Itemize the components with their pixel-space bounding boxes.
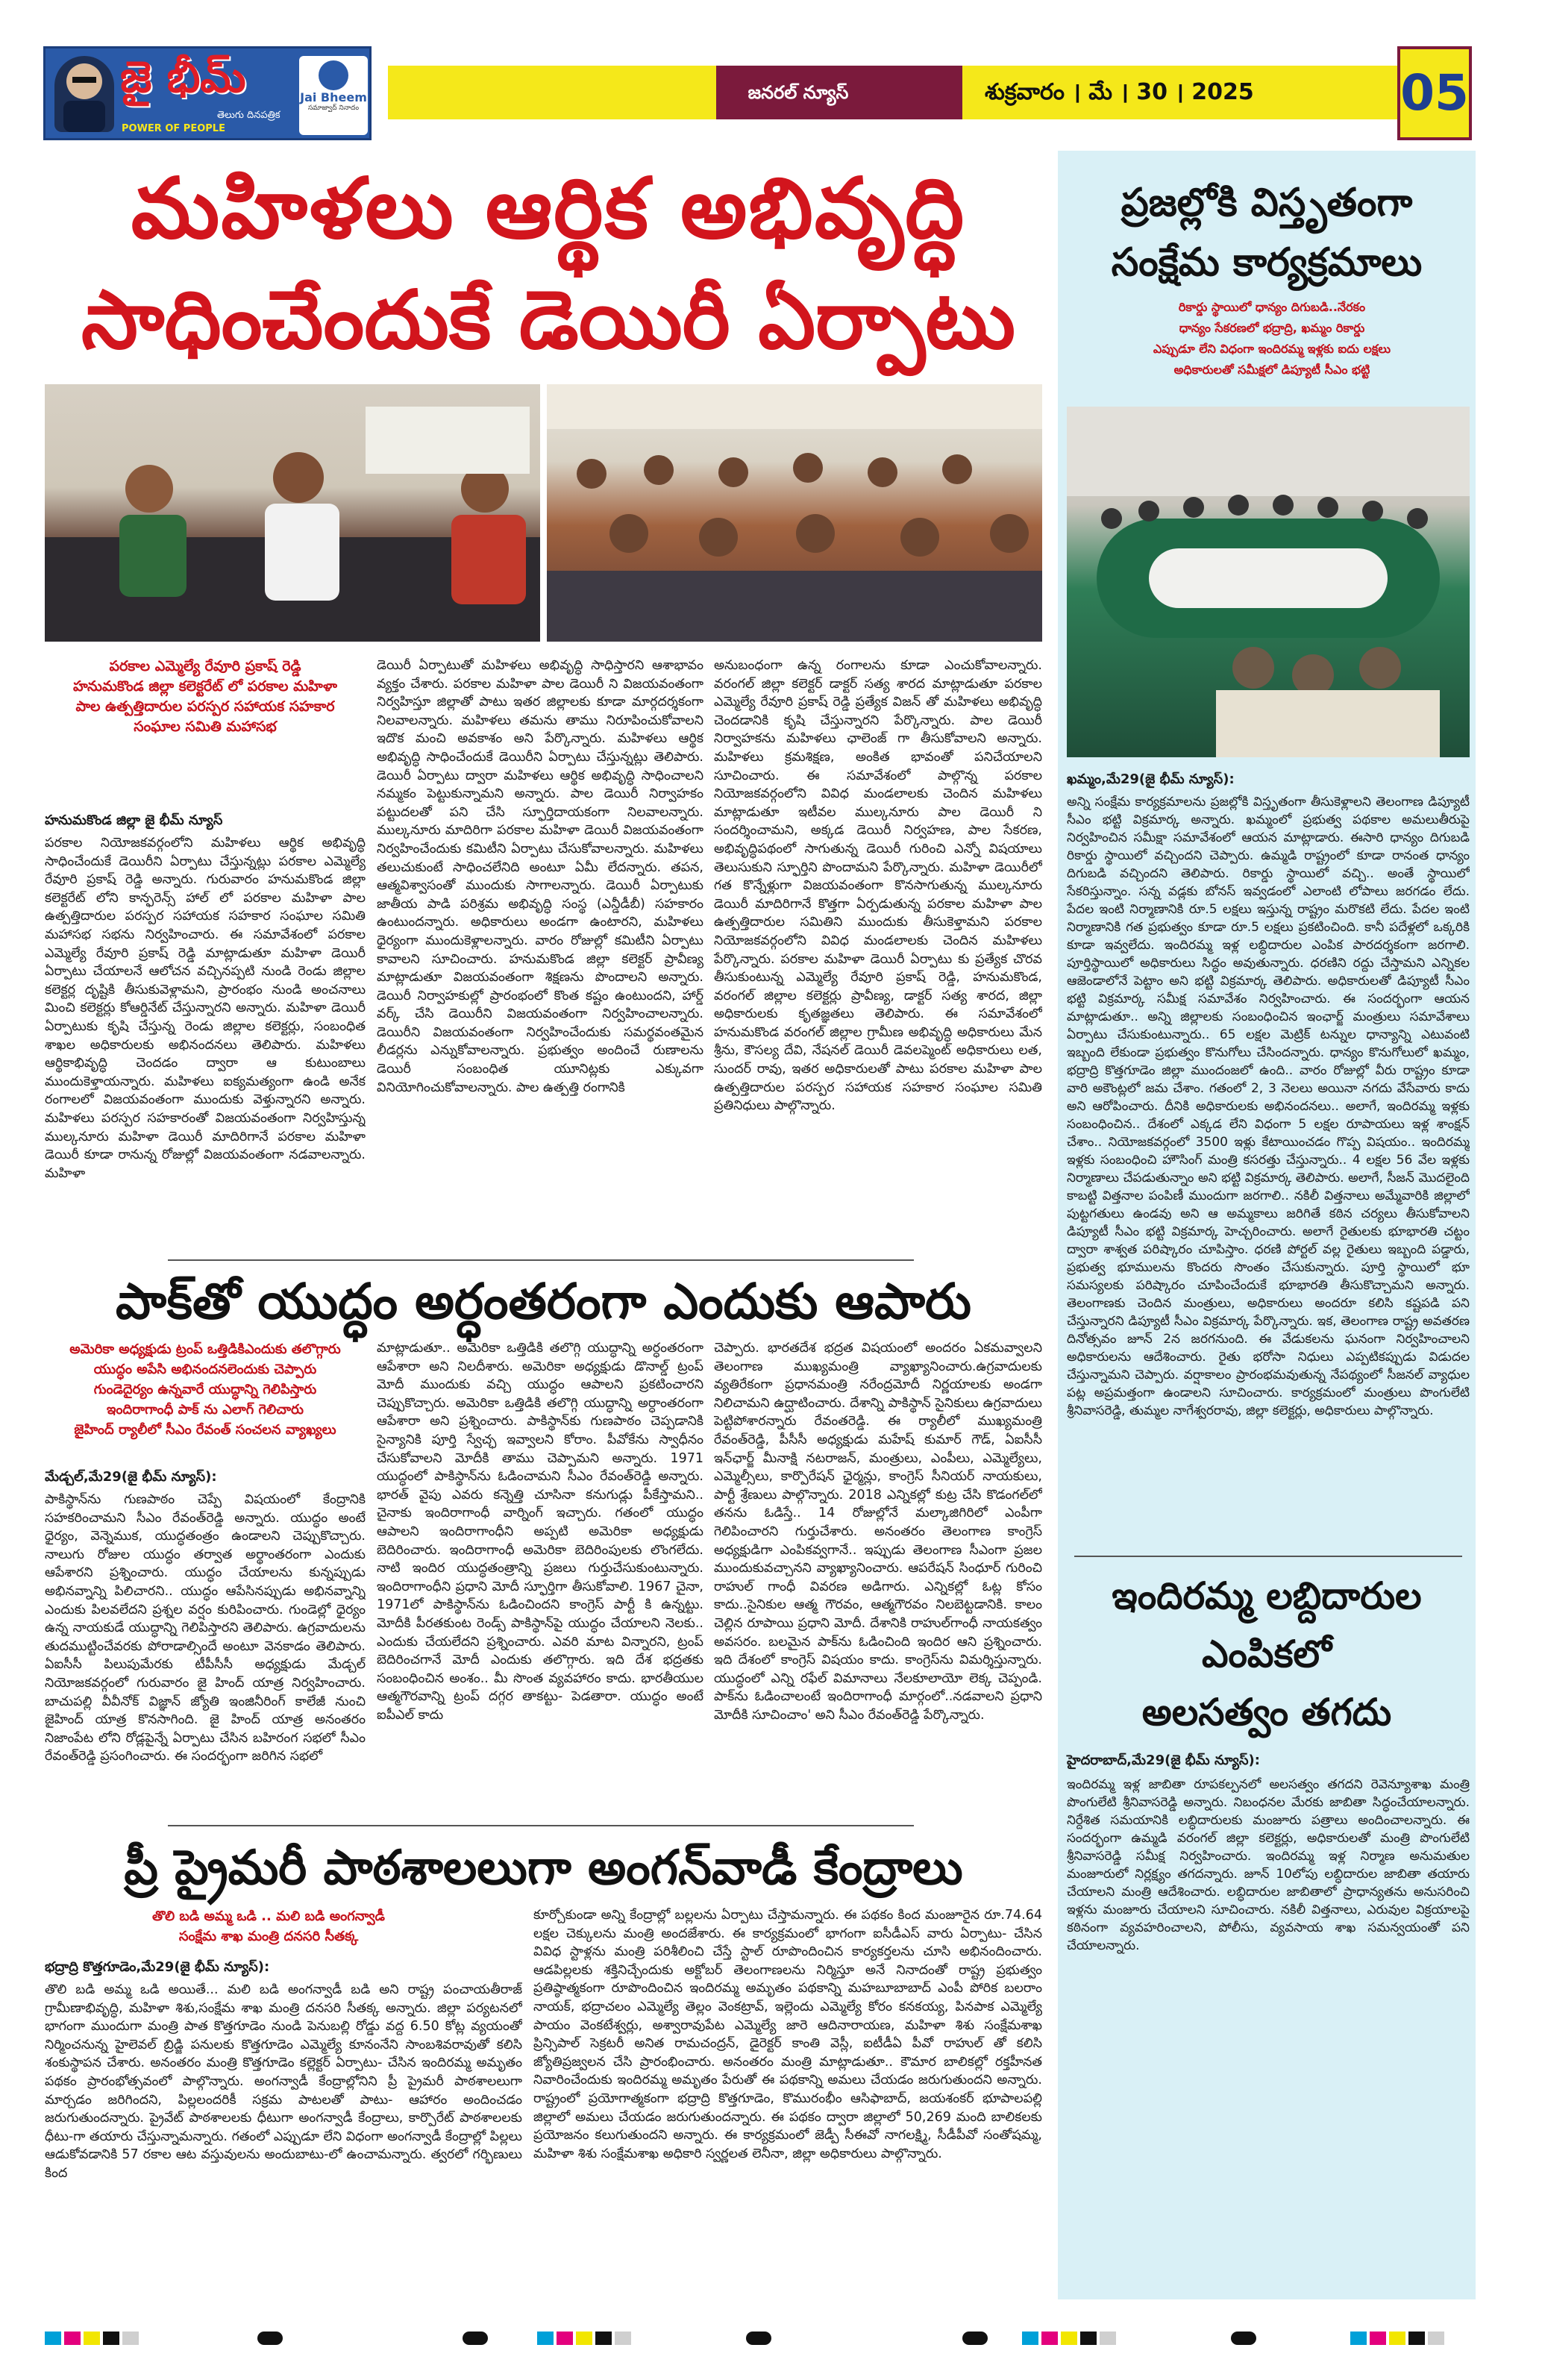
swatch-yellow — [1061, 2332, 1077, 2345]
swatch-yellow — [576, 2332, 592, 2345]
color-swatches — [1022, 2332, 1119, 2348]
indiramma-body: ఇందిరమ్మ ఇళ్ల జాబితా రూపకల్పనలో అలసత్వం తగదని రెవెన్యూశాఖ మంత్రి పొంగులేటి శ్రీనివాసరెడ్డి అన్నారు. నిబంధనల మేరకు జాబితా సిద్ధంచేయాలన్నారు. నిర్దేశిత సమయానికి లబ్ధిదారులకు మంజూరు పత్రాలు అందించాలన్నారు. ఈ సందర్భంగా ఉమ్మడి వరంగల్ జిల్లా కలెక్టర్లు, అధికారులతో మంత్రి పొంగులేటి శ్రీనివాసరెడ్డి సమీక్ష నిర్వహించారు. ఇందిరమ్మ ఇళ్ల నిర్మాణ అనుమతుల మంజూరులో నిర్లక్ష్యం తగదన్నారు. జూన్ 10లోపు లబ్ధిదారుల జాబితా తయారు చేయాలని మంత్రి ఆదేశించారు. లబ్ధిదారుల జాబితాలో ప్రాధాన్యతను అనుసరించి ఇళ్లను మంజూరు చేయాలని సూచించారు. నకిలీ విత్తనాలు, ఎరువుల విక్రయాలపై కఠినంగా వ్యవహరించాలని, పోలీసు, వ్యవసాయ శాఖ సమన్వయంతో పని చేయాలన్నారు. — [1067, 1777, 1470, 1953]
war-subhead: అమెరికా అధ్యక్షుడు ట్రంప్ ఒత్తిడికిఎందుకు తలొగ్గారు — [69, 1341, 341, 1357]
logo-subtitle: తెలుగు దినపత్రిక — [217, 110, 280, 121]
war-column-2: మాట్లాడుతూ.. అమెరికా ఒత్తిడికి తలొగ్గి యుద్ధాన్ని అర్ధంతరంగా ఆపేశారా అని నిలదీశారు. అమెరికా అధ్యక్షుడు డొనాల్డ్ ట్రంప్ మోదీ ముందుకు వచ్చి యుద్ధం ఆపాలని ప్రకటించారని చెప్పుకొచ్చారు. అమెరికా ఒత్తిడికి తలొగ్గి యుద్ధాన్ని అర్ధాంతరంగా ఆపేశారా అని ప్రశ్నించారు. పాకిస్థాన్‌కు గుణపాఠం చెప్పడానికి సైన్యానికి పూర్తి స్వేచ్ఛ ఇవ్వాలని కోరాం. పీవోకేను స్వాధీనం చేసుకోవాలని మోదీకి తాము చెప్పామని అన్నారు. 1971 యుద్ధంలో పాకిస్థాన్‌ను ఓడించామని సీఎం రేవంత్‌రెడ్డి అన్నారు. భారత్ వైపు ఎవరు కన్నెత్తి చూసినా కనుగుడ్లు పీకేస్తామని.. చైనాకు ఇందిరాగాంధీ వార్నింగ్ ఇచ్చారు. గతంలో యుద్ధం ఆపాలని ఇందిరాగాంధీని అప్పటి అమెరికా అధ్యక్షుడు బెదిరించారు. ఇందిరాగాంధీ అమెరికా బెదిరింపులకు లొంగలేదు. నాటి ఇందిర యుద్ధతంత్రాన్ని ప్రజలు గుర్తుచేసుకుంటున్నారు. ఇందిరాగాంధీని ప్రధాని మోదీ స్ఫూర్తిగా తీసుకోవాలి. 1967 చైనా, 1971లో పాకిస్థాన్‌ను ఓడించిందని కాంగ్రెస్ పార్టీ కి ఉన్నట్టు. మోదీకి పీరతకుంట రెండ్స్ పాకిస్థాన్‌పై యుద్ధం చేయాలని నెలకు.. ఎందుకు చేయలేదని ప్రశ్నించారు. ఎవరి మాట విన్నారని, ట్రంప్ బెదిరించగానే మోదీ ఎందుకు తలొగ్గారు. ఇది దేశ భద్రతకు సంబంధించిన అంశం.. మీ సొంత వ్యవహారం కాదు. భారతీయుల ఆత్మగౌరవాన్ని ట్రంప్ దగ్గర తాకట్టు- పెడతారా. యుద్ధం అంటే ఐపీఎల్ కాదు — [377, 1341, 703, 1723]
meeting-photo-dais — [45, 384, 540, 642]
swatch-yellow — [1389, 2332, 1405, 2345]
issue-date: శుక్రవారం । మే । 30 । 2025 — [985, 79, 1254, 105]
section-label: జనరల్ న్యూస్ — [716, 66, 880, 119]
logo-tagline: POWER OF PEOPLE — [122, 123, 225, 134]
swatch-yellow — [84, 2332, 100, 2345]
war-subhead: ఇందిరాగాంధీ పాక్ ను ఎలాగ్ గెలిచారు — [107, 1402, 304, 1418]
lead-dateline: హనుమకొండ జిల్లా జై భీమ్ న్యూస్ — [45, 812, 223, 828]
war-dateline: మేడ్చల్,మే29(జై భీమ్ న్యూస్): — [45, 1469, 217, 1485]
swatch-magenta — [557, 2332, 573, 2345]
preschool-subhead: తొలి బడి అమ్మ ఒడి .. మలి బడి అంగన్వాడీ — [152, 1908, 385, 1924]
preschool-dateline: భద్రాద్రి కొత్తగూడెం,మే29(జై భీమ్ న్యూస్): — [45, 1959, 270, 1975]
section-tab — [388, 66, 716, 119]
registration-mark — [962, 2332, 988, 2345]
swatch-black — [1080, 2332, 1097, 2345]
lead-headline-line2: సాధించేందుకే డెయిరీ ఏర్పాటు — [81, 274, 1015, 367]
war-column-1: పాకిస్థాన్‌ను గుణపాఠం చెప్పే విషయంలో కేంద్రానికి సహకరించామని సీఎం రేవంత్‌రెడ్డి అన్నారు. యుద్ధం అంటే ధైర్యం, వెన్నెముక, యుద్ధతంత్రం ఉండాలని చెప్పుకొచ్చారు. నాలుగు రోజుల యుద్ధం తర్వాత అర్థాంతరంగా ఎందుకు ఆపేశారని ప్రశ్నించారు. యుద్ధం చేయాలను కున్నప్పుడు అభినవ్నాన్ని పిలిచారని.. యుద్ధం ఆపేసినప్పుడు అభినవ్నాన్ని ఎందుకు పిలవలేదని ప్రశ్నల వర్షం కురిపించారు. గుండెల్లో ధైర్యం ఉన్న నాయకుడే యుద్ధాన్ని గెలిపిస్తారని తెలిపారు. ఉగ్రవాదులను తుదముట్టించేవరకు పోరాడాల్సిందే అంటూ వెనకాడం తెలిపారు. ఏఐసీసీ పిలుపుమేరకు టీపీసీసీ అధ్యక్షుడు మేడ్చల్ నియోజకవర్గంలో గురువారం జై హింద్ యాత్ర నిర్వహించారు. బాచుపల్లి వీవీనోక్ విజ్ఞాన్ జ్యోతి ఇంజినీరింగ్ కాలేజీ నుంచి జైహింద్ యాత్ర కొనసాగింది. జై హింద్ యాత్ర అనంతరం నిజాంపేట లోని రోడ్లపైన్నే ఏర్పాటు చేసిన బహిరంగ సభలో సీఎం రేవంత్‌రెడ్డి ప్రసంగించారు. ఈ సందర్భంగా జరిగిన సభలో — [45, 1492, 366, 1764]
print-marks — [45, 2332, 1470, 2354]
lead-column-1: పరకాల నియోజకవర్గంలోని మహిళలు ఆర్థిక అభివృద్ధి సాధించేందుకే డెయిరీని ఏర్పాటు చేస్తున్నట్లు పరకాల ఎమ్మెల్యే రేవూరి ప్రకాష్ రెడ్డి అన్నారు. గురువారం హనుమకొండ జిల్లా కలెక్టరేట్ లోని కాన్ఫరెన్స్ హాల్ లో పరకాల మహిళా పాల ఉత్పత్తిదారుల పరస్పర సహాయక సహకార సంఘాల సమితి మహాసభ సభను నిర్వహించారు. ఈ సమావేశంలో పరకాల ఎమ్మెల్యే రేవూరి ప్రకాష్ రెడ్డి మాట్లాడుతూ మహిళా డెయిరీ ఏర్పాటు చేయాలనే ఆలోచన వచ్చినప్పటి నుండి రెండు జిల్లాల కలెక్టర్ల దృష్టికి తీసుకువెళ్లామని, ప్రారంభం నుండి అంచనాలు మించి కలెక్టర్లు కోఆర్డినేట్ చేస్తున్నారని అన్నారు. మహిళా డెయిరీ ఏర్పాటుకు కృషి చేస్తున్న రెండు జిల్లాల కలెక్టర్లు, సంబంధిత శాఖల అధికారులకు అభినందనలు తెలిపారు. మహిళలు ఆర్థికాభివృద్ధి చెందడం ద్వారా ఆ కుటుంబాలు ముందుకెళ్తాయన్నారు. మహిళలు ఐక్యమత్యంగా ఉండి అనేక రంగాలలో విజయవంతంగా ముందుకు వెళ్తున్నారని అన్నారు. మహిళలు పరస్పర సహకారంతో విజయవంతంగా నిర్వహిస్తున్న ముల్కనూరు మహిళా డెయిరీ మాదిరిగానే పరకాల మహిళా డెయిరీ కూడా రానున్న రోజుల్లో విజయవంతంగా నడవాలన్నారు. మహిళా — [45, 836, 366, 1181]
war-headline: పాక్‌తో యుద్ధం అర్ధంతరంగా ఎందుకు ఆపారు — [116, 1273, 971, 1330]
swatch-black — [103, 2332, 119, 2345]
color-swatches — [45, 2332, 142, 2348]
lead-column-3: అనుబంధంగా ఉన్న రంగాలను కూడా ఎంచుకోవాలన్నారు. వరంగల్ జిల్లా కలెక్టర్ డాక్టర్ సత్య శారద మాట్లాడుతూ పరకాల ఎమ్మెల్యే రేవూరి ప్రకాష్ రెడ్డి ప్రత్యేక విజన్ తో మహిళలు అభివృద్ధి చెందడానికి కృషి చేస్తున్నారని పేర్కొన్నారు. పాల డెయిరీ నిర్వాహకను మహిళలు ఛాలెంజ్ గా తీసుకోవాలని అన్నారు. మహిళలు క్రమశిక్షణ, అంకిత భావంతో పనిచేయాలని సూచించారు. ఈ సమావేశంలో పాల్గొన్న పరకాల నియోజకవర్గంలోని వివిధ మండలాలకు చెందిన మహిళలు మాట్లాడుతూ ఇటీవల ముల్కనూరు పాల డెయిరీ ని సందర్శించామని, అక్కడ డెయిరీ నిర్వహణ, పాల సేకరణ, అభివృద్ధిపథంలో సాగుతున్న డెయిరీ గురించి ఎన్నో విషయాలు తెలుసుకుని స్ఫూర్తిని పొందామని పేర్కొన్నారు. మహిళా డెయిరీలో గత కొన్నేళ్లుగా విజయవంతంగా కొనసాగుతున్న ముల్కనూరు డెయిరీ మాదిరిగానే కొత్తగా ఏర్పడుతున్న పరకాల మహిళా పాల ఉత్పత్తిదారుల సమితిని ముందుకు తీసుకెళ్తామని పరకాల నియోజకవర్గంలోని వివిధ మండలాలకు చెందిన మహిళలు పేర్కొన్నారు. పరకాల మహిళా డెయిరీ ఏర్పాటు కు ప్రత్యేక చొరవ తీసుకుంటున్న ఎమ్మెల్యే రేవూరి ప్రకాష్ రెడ్డి, హనుమకొండ, వరంగల్ జిల్లాల కలెక్టర్లు ప్రావీణ్య, డాక్టర్ సత్య శారద, జిల్లా అధికారులకు కృతజ్ఞతలు తెలిపారు. ఈ సమావేశంలో హనుమకొండ వరంగల్ జిల్లాల గ్రామీణ అభివృద్ధి అధికారులు మేన శ్రీను, కౌసల్య దేవి, నేషనల్ డెయిరీ డెవలప్మెంట్ అధికారులు లత, సుందర్ రావు, ఇతర అధికారులతో పాటు పరకాల మహిళా పాల ఉత్పత్తిదారుల పరస్పర సహాయక సహకార సంఘాల సమితి ప్రతినిధులు పాల్గొన్నారు. — [714, 658, 1042, 1114]
swatch-magenta — [1041, 2332, 1058, 2345]
indiramma-headline-line1: ఇందిరమ్మ లబ్దిదారుల — [1112, 1574, 1422, 1618]
swatch-cyan — [1350, 2332, 1367, 2345]
indiramma-dateline: హైదరాబాద్,మే29(జై భీమ్ న్యూస్): — [1067, 1753, 1260, 1768]
lead-subheads — [45, 657, 366, 798]
lead-subhead: పాల ఉత్పత్తిదారుల పరస్పర సహాయక సహకార — [75, 698, 335, 715]
registration-mark — [1231, 2332, 1256, 2345]
ambedkar-portrait-icon — [54, 56, 114, 132]
swatch-black — [1408, 2332, 1425, 2345]
swatch-cyan — [45, 2332, 61, 2345]
swatch-magenta — [64, 2332, 81, 2345]
welfare-subhead: ఎప్పుడూ లేని విధంగా ఇందిరమ్మ ఇళ్లకు ఐదు లక్షలు — [1153, 342, 1391, 356]
jai-bheem-emblem-icon — [319, 60, 348, 90]
preschool-subhead: సంక్షేమ శాఖ మంత్రి దనసరి సీతక్క — [178, 1929, 359, 1944]
welfare-subhead: అధికారులతో సమీక్షలో డిప్యూటీ సీఎం భట్టి — [1173, 363, 1370, 377]
preschool-column-1: తొలి బడి అమ్మ ఒడి అయితే... మలి బడి అంగన్వాడీ బడి అని రాష్ట్ర పంచాయతీరాజ్ గ్రామీణాభివృద్ధి, మహిళా శిశు,సంక్షేమ శాఖ మంత్రి దనసరి సీతక్క అన్నారు. జిల్లా పర్యటనలో భాగంగా ముందుగా మంత్రి పాత కొత్తగూడెం నుండి పెనుబల్లి రోడ్డు వద్ద 6.50 కోట్ల వ్యయంతో నిర్మించనున్న హైలెవల్ బ్రిడ్జి పనులకు కొత్తగూడెం ఎమ్మెల్యే కూనంనేని సాంబశివరావుతో కలిసి శంకుస్థాపన చేశారు. అనంతరం మంత్రి కొత్తగూడెం కల్లెక్టర్ ఏర్పాటు- చేసిన ఇందిరమ్మ అమృతం పథకం ప్రారంభోత్సవంలో పాల్గొన్నారు. అంగన్వాడీ కేంద్రాల్లోనిని ప్రీ ప్రైమరీ పాఠశాలలుగా మార్చడం జరిగిందని, పిల్లలందరికీ సక్రమ పాటలతో పాటు- ఆహారం అందించడం జరుగుతుందన్నారు. ప్రైవేట్ పాఠశాలలకు ధీటుగా అంగన్వాడీ కేంద్రాలు, కార్పొరేట్ పాఠశాలలకు ధీటు-గా తయారు చేస్తున్నామన్నారు. గతంలో ఎప్పుడూ లేని విధంగా అంగన్వాడీ కేంద్రాల్లో పిల్లలు ఆడుకోవడానికి 57 రకాల ఆట వస్తువులను అందుబాటు-లో ఉంచామన్నారు. త్వరలో గర్భిణులు కింద — [45, 1982, 522, 2181]
registration-mark — [463, 2332, 488, 2345]
lead-subhead: సంఘాల సమితి మహాసభ — [134, 718, 277, 735]
swatch-cyan — [537, 2332, 554, 2345]
logo-title: జై భీమ్ — [120, 51, 246, 102]
lead-column-2: డెయిరీ ఏర్పాటుతో మహిళలు అభివృద్ధి సాధిస్తారని ఆశాభావం వ్యక్తం చేశారు. పరకాల మహిళా పాల డెయిరీ ని విజయవంతంగా నిర్వహిస్తూ జిల్లాతో పాటు ఇతర జిల్లాలకు కూడా మార్గదర్శకంగా నిలవాలన్నారు. మహిళలు తమను తాము నిరూపించుకోవాలని ఇదొక మంచి అవకాశం అని పేర్కొన్నారు. మహిళలు ఆర్థిక అభివృద్ధి సాధించేందుకే డెయిరీని ఏర్పాటు చేస్తున్నట్లు తెలిపారు. డెయిరీ ఏర్పాటు ద్వారా మహిళలు ఆర్థిక అభివృద్ధి సాధించాలని నమ్మకం పెట్టుకున్నామని అన్నారు. పాల డెయిరీ నిర్వాహకం పట్టుదలతో పని చేసి స్ఫూర్తిదాయకంగా నిలవాలన్నారు. ముల్కనూరు మాదిరిగా పరకాల మహిళా డెయిరీ విజయవంతంగా నిర్వహించేందుకు కమిటీని ఏర్పాటు చేసుకోవాలన్నారు. మహిళలు తలుచుకుంటే సాధించలేనిది అంటూ ఏమీ లేదన్నారు. తపన, ఆత్మవిశ్వాసంతో ముందుకు సాగాలన్నారు. డెయిరీ ఏర్పాటుకు జాతీయ పాడి పరిశ్రమ అభివృద్ధి సంస్థ (ఎన్డీడీబీ) సహకారం ఉంటుందన్నారు. అధికారులు అండగా ఉంటారని, మహిళలు ధైర్యంగా ముందుకెళ్లాలన్నారు. వారం రోజుల్లో కమిటీని ఏర్పాటు కావాలని సూచించారు. హనుమకొండ జిల్లా కలెక్టర్ ప్రావీణ్య మాట్లాడుతూ విజయవంతంగా శిక్షణను పొందాలని అన్నారు. డెయిరీ నిర్వాహకుల్లో ప్రారంభంలో కొంత కష్టం ఉంటుందని, హార్డ్ వర్క్ చేసి డెయిరీని విజయవంతంగా నిర్వహించాలన్నారు. డెయిరీని విజయవంతంగా నిర్వహించేందుకు సమర్థవంతమైన లీడర్లను ఎన్నుకోవాలన్నారు. ప్రభుత్వం అందించే రుణాలను డెయిరీ సంబంధిత యూనిట్లకు ఎక్కువగా వినియోగించుకోవాలన్నారు. పాల ఉత్పత్తి రంగానికి — [377, 658, 703, 1095]
divider — [1074, 1556, 1462, 1557]
lead-headline-line1: మహిళలు ఆర్థిక అభివృద్ధి — [131, 160, 966, 257]
swatch-cyan — [1022, 2332, 1038, 2345]
indiramma-headline-line2: ఎంపికలో — [1202, 1632, 1332, 1676]
brand-name: Jai Bheem — [300, 90, 367, 104]
swatch-grey — [1100, 2332, 1116, 2345]
welfare-dateline: ఖమ్మం,మే29(జై భీమ్ న్యూస్): — [1067, 771, 1235, 787]
registration-mark — [746, 2332, 771, 2345]
divider — [168, 1259, 914, 1261]
color-swatches — [537, 2332, 634, 2348]
review-meeting-photo — [1067, 407, 1470, 757]
swatch-grey — [615, 2332, 631, 2345]
welfare-headline-line2: సంక్షేమ కార్యక్రమాలు — [1111, 240, 1423, 285]
preschool-column-2: కూర్చోకుండా అన్ని కేంద్రాల్లో బల్లలను ఏర్పాటు చేస్తామన్నారు. ఈ పథకం కింద మంజూరైన రూ.74.64 లక్షల చెక్కులను మంత్రి అందజేశారు. ఈ కార్యక్రమంలో భాగంగా ఐసీడీఎస్ వారు ఏర్పాటు- చేసిన వివిధ స్టాళ్లను మంత్రి పరిశీలించి చేస్తే స్టాల్ రూపొందించిన కార్యకర్తలను చూసి అభినందించారు. ఆడపిల్లలకు శక్తినిచ్చేందుకు అక్టోబర్ తెలంగాణలను నిర్మిస్తూ అనే నినాదంతో రాష్ట్ర ప్రభుత్వం ప్రతిష్ఠాత్మకంగా రూపొందించిన ఇందిరమ్మ అమృతం పథకాన్ని మహబూబాబాద్ ఎంపీ పోరిక బలరాం నాయక్, భద్రాచలం ఎమ్మెల్యే తెల్లం వెంకట్రావ్, ఇల్లెందు ఎమ్మెల్యే కోరం కనకయ్య, పినపాక ఎమ్మెల్యే పాయం వెంకటేశ్వర్లు, అశ్వారావుపేట ఎమ్మెల్యే జారె ఆదినారాయణ, మహిళా శిశు సంక్షేమశాఖ ప్రిన్సిపాల్ సెక్రటరీ అనిత రామచంద్రన్, డైరెక్టర్ కాంతి వెస్లీ, ఐటీడీఏ పీవో రాహుల్ తో కలిసి జ్యోతిప్రజ్వలన చేసి ప్రారంభించారు. అనంతరం మంత్రి మాట్లాడుతూ.. కౌమార బాలికల్లో రక్తహీనత నివారించేందుకు ఇందిరమ్మ అమృతం పేరుతో ఈ పథకాన్ని అమలు చేయడం జరుగుతుందని అన్నారు. రాష్ట్రంలో ప్రయోగాత్మకంగా భద్రాద్రి కొత్తగూడెం, కొమురంభీం ఆసిఫాబాద్, జయశంకర్ భూపాలపల్లి జిల్లాలో అమలు చేయడం జరుగుతుందన్నారు. ఈ పథకం ద్వారా జిల్లాలో 50,269 మంది బాలికలకు ప్రయోజనం కలుగుతుందని అన్నారు. ఈ కార్యక్రమంలో జెడ్పీ సీఈవో నాగలక్ష్మి, సీడీపీవో సంతోషమ్మ, మహిళా శిశు సంక్షేమశాఖ అధికారి స్వర్ణలత లెనీనా, జిల్లా అధికారులు పాల్గొన్నారు. — [533, 1908, 1042, 2161]
page-number: 05 — [1397, 46, 1472, 140]
welfare-headline-line1: ప్రజల్లోకి విస్తృతంగా — [1121, 181, 1413, 225]
meeting-photo-audience — [547, 384, 1042, 642]
welfare-subhead: రికార్డు స్థాయిలో ధాన్యం దిగుబడి..నేరకం — [1178, 300, 1366, 314]
swatch-grey — [1428, 2332, 1444, 2345]
welfare-subheads — [1104, 297, 1440, 401]
indiramma-headline-line3: అలసత్వం తగదు — [1141, 1691, 1392, 1734]
registration-mark — [257, 2332, 283, 2345]
welfare-body: అన్ని సంక్షేమ కార్యక్రమాలను ప్రజల్లోకి విస్తృతంగా తీసుకెళ్లాలని తెలంగాణ డిప్యూటీ సీఎం భట్టి విక్రమార్క అన్నారు. ఖమ్మంలో ప్రభుత్వ పథకాల అమలుతీరుపై నిర్వహించిన సమీక్షా సమావేశంలో ఆయన మాట్లాడారు. ఈసారి ధాన్యం దిగుబడి రికార్డు స్థాయిలో వచ్చిందని చెప్పారు. ఉమ్మడి రాష్ట్రంలో కూడా రానంత ధాన్యం దిగుబడి వచ్చిందని తెలిపారు. రికార్డు స్థాయిలో వచ్చి.. అంతే స్థాయిలో సేకరిస్తున్నాం. సన్న వడ్లకు బోనస్ ఇవ్వడంలో ఎలాంటి లోపాలు జరగడం లేదు. పేదల ఇంటి నిర్మాణానికి రూ.5 లక్షలు ఇస్తున్న రాష్ట్రం మరొకటి లేదు. పేదల ఇంటి నిర్మాణానికి గత ప్రభుత్వం కూడా రూ.5 లక్షలు ప్రకటించింది. కానీ పదేళ్లలో ఒక్కరికి కూడా ఇవ్వలేదు. ఇందిరమ్మ ఇళ్ల లబ్ధిదారుల ఎంపిక పారదర్శకంగా జరగాలి. పూర్తిస్థాయిలో అధికారులు సిద్ధం అవుతున్నారు. ధరణిని రద్దు చేస్తామని ఎన్నికల ఆజెండాలోనే పెట్టాం అని భట్టి విక్రమార్క తెలిపారు. అధికారులతో డిప్యూటీ సీఎం భట్టి విక్రమార్క సమీక్ష సమావేశం నిర్వహించారు. ఈ సందర్భంగా ఆయన మాట్లాడుతూ.. అన్ని జిల్లాలకు సంబంధించిన ఇంఛార్జ్ మంత్రులు సమావేశాలు ఏర్పాటు చేసుకుంటున్నారు.. 65 లక్షల మెట్రిక్ టన్నుల ధాన్యాన్ని ఎటువంటి ఇబ్బంది లేకుండా ప్రభుత్వం కొనుగోలు చేసిందన్నారు. ధాన్యం కొనుగోలులో ఖమ్మం, భద్రాద్రి కొత్తగూడెం జిల్లా ముందంజలో ఉంది.. వారం రోజుల్లో వీరు రాష్ట్రం కూడా వారి అకౌంట్లలో జమ చేశాం. గతంలో 2, 3 నెలలు అయినా నగదు వేసేవారు కాదు అని ఆరోపించారు. దీనికి అధికారులకు అభినందనలు.. అలాగే, ఇందిరమ్మ ఇళ్లకు సంబంధించిన.. దేశంలో ఎక్కడ లేని విధంగా 5 లక్షల రూపాయలు ఇళ్ల శాంక్షన్ చేశాం.. నియోజకవర్గంలో 3500 ఇళ్లు కేటాయించడం గొప్ప విషయం.. ఇందిరమ్మ ఇళ్లకు సంబంధించి హౌసింగ్ మంత్రి కసరత్తు చేస్తున్నారు.. 4 లక్షల 56 వేల ఇళ్లకు నిర్మాణాలు చేపడుతున్నాం అని భట్టి విక్రమార్క తెలిపారు. అలాగే, సీజన్ మొదలైంది కాబట్టి విత్తనాల పంపిణీ ముందుగా జరగాలి.. నకిలీ విత్తనాలు అమ్మేవారికి జిల్లాలో పుట్టగతులు ఉండవు అని ఆ అమ్మకాలు జరిగితే కఠిన చర్యలు తీసుకోవాలని డిప్యూటీ సీఎం భట్టి విక్రమార్క హెచ్చరించారు. అలాగే రైతులకు భూభారతి చట్టం ద్వారా శాశ్వత పరిష్కారం చూపిస్తాం. ధరణి పోర్టల్ వల్ల రైతులు ఇబ్బంది పడ్డారు, ప్రభుత్వ భూములను కొందరు సొంతం చేసుకున్నారు. పూర్తి స్థాయిలో భూ సమస్యలకు పరిష్కారం చూపించేందుకే భూభారతి తీసుకొచ్చామని అన్నారు. తెలంగాణకు చెందిన మంత్రులు, అధికారులు అందరూ కలిసి కష్టపడి పని చేస్తున్నారని డిప్యూటీ సీఎం విక్రమార్క పేర్కొన్నారు. ఇక, తెలంగాణ రాష్ట్ర అవతరణ దినోత్సవం జూన్ 2న జరగనుంది. ఈ వేడుకలను ఘనంగా నిర్వహించాలని అధికారులను ఆదేశించారు. రైతు భరోసా నిధులు ఎప్పటికప్పుడు విడుదల చేస్తున్నామని చెప్పారు. వర్షాకాలం ప్రారంభమవుతున్న నేపథ్యంలో సీజనల్ వ్యాధుల పట్ల అప్రమత్తంగా ఉండాలని సూచించారు. కార్యక్రమంలో మంత్రులు పొంగులేటి శ్రీనివాసరెడ్డి, తుమ్మల నాగేశ్వరరావు, జిల్లా కలెక్టర్లు, అధికారులు పాల్గొన్నారు. — [1067, 795, 1470, 1418]
brand-badge — [299, 56, 368, 135]
war-subhead: గుండెదైర్యం ఉన్నవారే యుద్ధాన్ని గెలిపిస్తారు — [93, 1382, 317, 1397]
logo — [43, 46, 372, 140]
color-swatches — [1350, 2332, 1447, 2348]
lead-subhead: హనుమకొండ జిల్లా కలెక్టరేట్ లో పరకాల మహిళా — [73, 678, 337, 695]
swatch-magenta — [1370, 2332, 1386, 2345]
swatch-black — [595, 2332, 612, 2345]
preschool-subheads — [45, 1906, 492, 1951]
section-bar — [388, 66, 1425, 119]
swatch-grey — [122, 2332, 139, 2345]
preschool-headline: ప్రీ ప్రైమరీ పాఠశాలలుగా అంగన్‌వాడీ కేంద్రాలు — [124, 1841, 963, 1896]
welfare-subhead: ధాన్యం సేకరణలో భద్రాద్రి, ఖమ్మం రికార్డు — [1179, 321, 1365, 335]
war-column-3: చెప్పారు. భారతదేశ భద్రత విషయంలో అందరం ఏకమవ్వాలని తెలంగాణ ముఖ్యమంత్రి వ్యాఖ్యానించారు.ఉగ్రవాదులకు వ్యతిరేకంగా ప్రధానమంత్రి నరేంద్రమోదీ నిర్ణయాలకు అండగా నిలిచామని ఉద్ఘాటించారు. దేశాన్ని పాకిస్థాన్ సైనికులు ఉగ్రవాదులు పెట్టిపోశారన్నారు రేవంతరెడ్డి. ఈ ర్యాలీలో ముఖ్యమంత్రి రేవంత్‌రెడ్డి, పీసీసీ అధ్యక్షుడు మహేష్ కుమార్ గౌడ్, ఏఐసీసీ ఇన్‌ఛార్జ్ మీనాక్షి నటరాజన్, మంత్రులు, ఎంపీలు, ఎమ్మెల్యేలు, ఎమ్మెల్సీలు, కార్పొరేషన్ ఛైర్మన్లు, కాంగ్రెస్ సీనియర్ నాయకులు, పార్టీ శ్రేణులు పాల్గొన్నారు. 2018 ఎన్నికల్లో కుట్ర చేసి కొడంగల్‌లో తనను ఓడిస్తే.. 14 రోజుల్లోనే మల్కాజిగిరిలో ఎంపీగా గెలిపించారని గుర్తుచేశారు. అనంతరం తెలంగాణ కాంగ్రెస్ అధ్యక్షుడిగా ఎంపికవ్వగానే.. ఇప్పుడు తెలంగాణ సీఎంగా ప్రజల ముందుకువచ్చానని వ్యాఖ్యానించారు. ఆపరేషన్ సింధూర్ గురించి రాహుల్ గాంధీ వివరణ అడిగారు. ఎన్నికల్లో ఓట్ల కోసం కాదు..సైనికుల ఆత్మ గౌరవం, ఆత్మగౌరవం నిలబెట్టడానికి. కాలం చెల్లిన రూపాయి ప్రధాని మోదీ. దేశానికి రాహుల్‌గాంధీ నాయకత్వం అవసరం. బలమైన పాక్‌ను ఓడించింది ఇందిర ఆని ప్రశ్నించారు. ఇది దేశంలో కాంగ్రెస్ విషయం కాదు. కాంగ్రెస్‌ను విమర్శిస్తున్నారు. యుద్ధంలో ఎన్ని రఫేల్ విమానాలు నేలకూలాయో లెక్క చెప్పండి. పాక్‌ను ఓడించాలంటే ఇందిరాగాంధీ మార్గంలో..నడవాలని ప్రధాని మోదీకి సూచించాం' అని సీఎం రేవంత్‌రెడ్డి పేర్కొన్నారు. — [714, 1341, 1042, 1723]
divider — [168, 1825, 914, 1826]
brand-slogan: సమాజ్వాద్ నినాదం — [307, 104, 360, 112]
masthead — [43, 46, 1472, 140]
war-subheads — [45, 1339, 366, 1466]
war-subhead: జైహింద్ ర్యాలీలో సీఎం రేవంత్ సంచలన వ్యాఖ్యలు — [74, 1422, 336, 1438]
lead-subhead: పరకాల ఎమ్మెల్యే రేవూరి ప్రకాష్ రెడ్డి — [109, 658, 301, 674]
war-subhead: యుద్ధం అపేసి అభినందనలెందుకు చెప్పారు — [93, 1362, 317, 1377]
